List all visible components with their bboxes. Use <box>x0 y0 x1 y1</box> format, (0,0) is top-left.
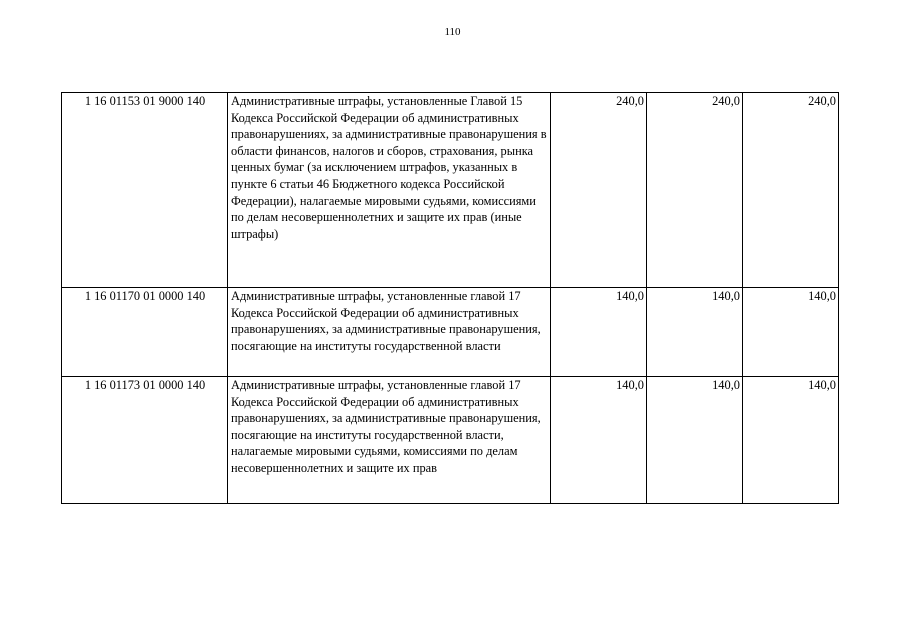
budget-classification-code: 1 16 01173 01 0000 140 <box>62 377 228 504</box>
revenue-description: Административные штрафы, установленные главой 17 Кодекса Российской Федерации об административных правонарушениях, за административные правонарушения, посягающие на институты государственной власти, налагаемые мировыми судьями, комиссиями по делам несовершеннолетних и защите их прав <box>228 377 551 504</box>
amount-year-2: 140,0 <box>647 288 743 377</box>
amount-year-3: 140,0 <box>743 377 839 504</box>
amount-year-1: 240,0 <box>551 93 647 288</box>
table-row <box>62 288 839 377</box>
budget-revenue-table <box>61 92 839 504</box>
amount-year-3: 140,0 <box>743 288 839 377</box>
revenue-description: Административные штрафы, установленные главой 17 Кодекса Российской Федерации об административных правонарушениях, за административные правонарушения, посягающие на институты государственной власти <box>228 288 551 377</box>
amount-year-2: 240,0 <box>647 93 743 288</box>
amount-year-3: 240,0 <box>743 93 839 288</box>
budget-classification-code: 1 16 01170 01 0000 140 <box>62 288 228 377</box>
amount-year-2: 140,0 <box>647 377 743 504</box>
amount-year-1: 140,0 <box>551 377 647 504</box>
page-number: 110 <box>444 26 461 38</box>
table-row <box>62 377 839 504</box>
table-row <box>62 93 839 288</box>
amount-year-1: 140,0 <box>551 288 647 377</box>
budget-classification-code: 1 16 01153 01 9000 140 <box>62 93 228 288</box>
revenue-description: Административные штрафы, установленные Главой 15 Кодекса Российской Федерации об административных правонарушениях, за административные правонарушения в области финансов, налогов и сборов, страхования, рынка ценных бумаг (за исключением штрафов, указанных в пункте 6 статьи 46 Бюджетного кодекса Российской Федерации), налагаемые мировыми судьями, комиссиями по делам несовершеннолетних и защите их прав (иные штрафы) <box>228 93 551 288</box>
